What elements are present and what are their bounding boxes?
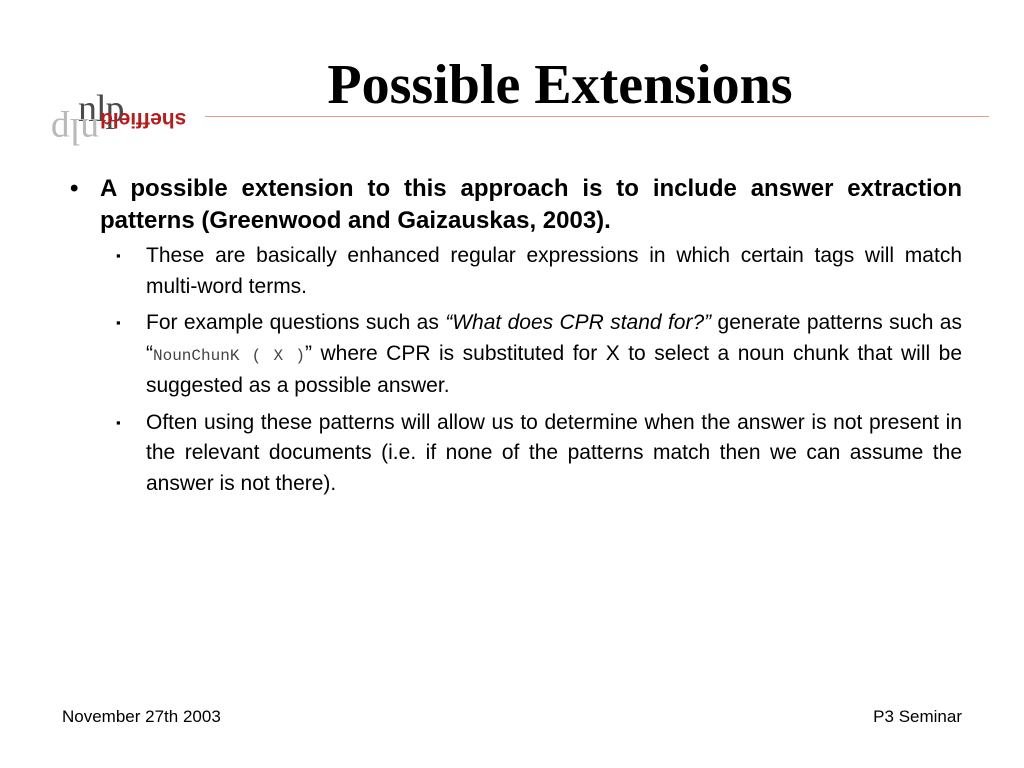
example-question: “What does CPR stand for?” [445, 311, 712, 334]
main-bullet [60, 173, 962, 237]
sub-bullet-2-mid: generate patterns such as “ [146, 311, 962, 365]
sub-bullet-1 [112, 241, 962, 302]
sub-bullet-3 [112, 408, 962, 500]
logo-mirrored-nlp-text: nlp [50, 110, 100, 152]
sub-bullet-2-text [146, 308, 962, 402]
sub-bullet-1-text: These are basically enhanced regular expressions in which certain tags will match multi-word terms. [146, 244, 962, 298]
pattern-code: NounChunK ( X ) [153, 346, 305, 365]
sub-bullet-marker: ▪ [116, 315, 121, 330]
sub-bullet-marker: ▪ [116, 248, 121, 263]
sub-bullet-list [112, 241, 962, 499]
title-divider [205, 116, 989, 117]
footer-event: P3 Seminar [873, 707, 962, 726]
sub-bullet-marker: ▪ [116, 414, 121, 430]
sheffield-nlp-logo [44, 90, 214, 160]
sub-bullet-2-post: ” where CPR is substituted for X to select a noun chunk that will be suggested as a possible answer. [146, 341, 962, 397]
main-bullet-text: A possible extension to this approach is to include answer extraction patterns (Greenwood and Gaizauskas, 2003). [100, 175, 962, 234]
logo-nlp-text: nlp [78, 88, 124, 130]
sub-bullet-2-pre: For example questions such as [146, 311, 446, 334]
logo-sheffield-text: sheffield [100, 108, 187, 131]
sub-bullet-3-text: Often using these patterns will allow us to determine when the answer is not present in the relevant documents (i.e. if none of the patterns match then we can assume the answer is not there). [146, 410, 962, 495]
footer-date: November 27th 2003 [62, 707, 221, 726]
slide-title: Possible Extensions [327, 54, 793, 116]
bullet-marker: • [70, 175, 79, 202]
slide-body [60, 173, 962, 505]
sub-bullet-2 [112, 308, 962, 402]
